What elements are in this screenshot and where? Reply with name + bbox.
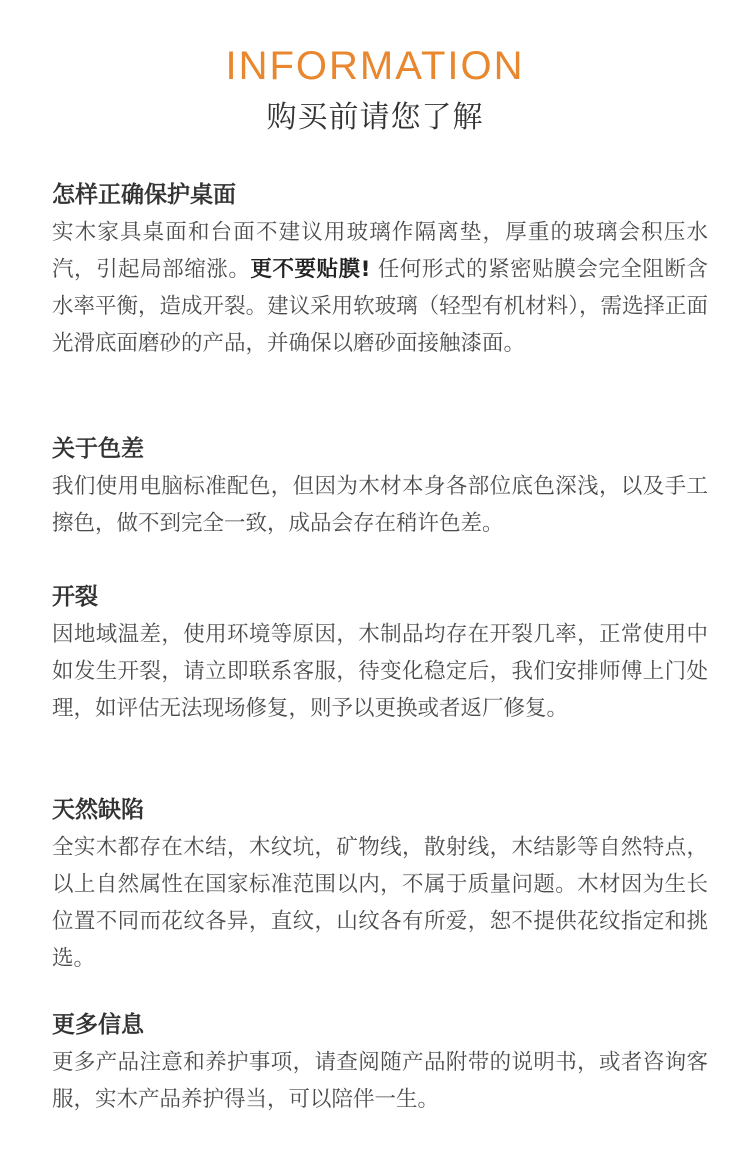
page-header: [0, 40, 750, 140]
section-color-difference: [52, 432, 708, 542]
section-body-text: 实木家具桌面和台面不建议用玻璃作隔离垫，厚重的玻璃会积压水汽，引起局部缩涨。: [52, 220, 708, 282]
section-body: [52, 214, 708, 362]
section-body: 全实木都存在木结，木纹坑，矿物线，散射线，木结影等自然特点，以上自然属性在国家标准范围以内，不属于质量问题。木材因为生长位置不同而花纹各异，直纹，山纹各有所爱，恕不提供花纹指定和挑选。: [52, 835, 708, 971]
section-title: 怎样正确保护桌面: [52, 182, 236, 208]
section-protect-tabletop: [52, 178, 708, 362]
section-natural-defects: [52, 793, 708, 977]
section-title: 更多信息: [52, 1012, 144, 1038]
page-title: INFORMATION: [225, 44, 525, 88]
section-title: 关于色差: [52, 436, 144, 462]
section-body-emphasis: 更不要贴膜!: [250, 257, 371, 282]
section-title: 天然缺陷: [52, 797, 144, 823]
section-cracking: [52, 580, 708, 727]
section-title: 开裂: [52, 584, 98, 610]
section-body: 因地域温差，使用环境等原因，木制品均存在开裂几率，正常使用中如发生开裂，请立即联系客服，待变化稳定后，我们安排师傅上门处理，如评估无法现场修复，则予以更换或者返厂修复。: [52, 622, 708, 721]
page-subtitle: 购买前请您了解: [266, 100, 484, 135]
section-body: 更多产品注意和养护事项，请查阅随产品附带的说明书，或者咨询客服，实木产品养护得当，可以陪伴一生。: [52, 1050, 708, 1112]
section-body: 我们使用电脑标准配色，但因为木材本身各部位底色深浅，以及手工擦色，做不到完全一致，成品会存在稍许色差。: [52, 474, 708, 536]
section-more-info: [52, 1008, 708, 1118]
section-body-text: 任何形式的紧密贴膜会完全阻断含水率平衡，造成开裂。建议采用软玻璃（轻型有机材料），需选择正面光滑底面磨砂的产品，并确保以磨砂面接触漆面。: [52, 257, 708, 356]
